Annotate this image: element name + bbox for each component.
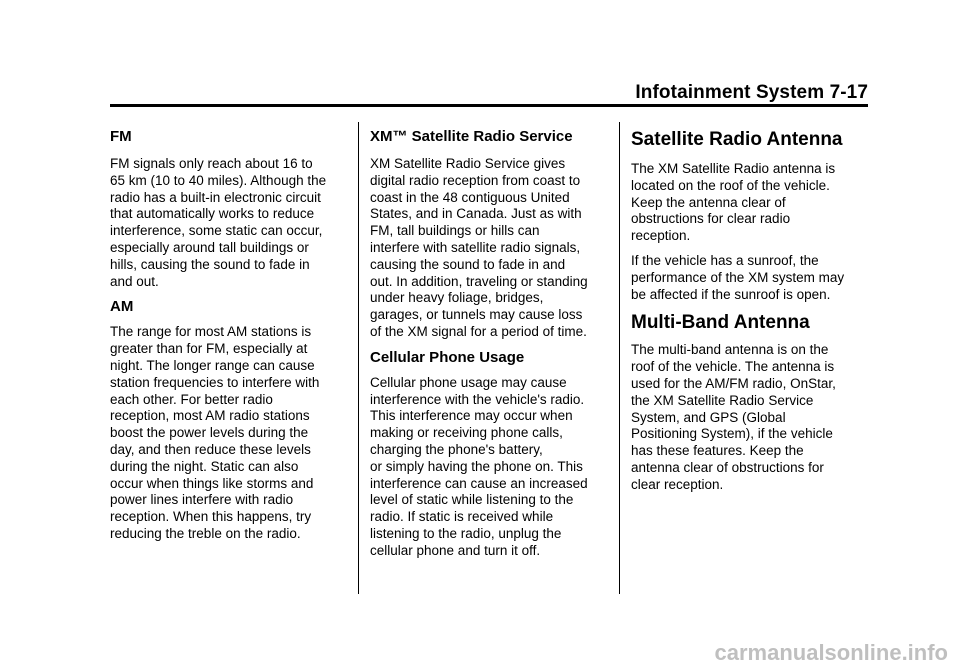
right-column <box>631 122 871 502</box>
left-column <box>110 122 355 551</box>
multi-band-antenna-heading: Multi-Band Antenna <box>631 312 810 334</box>
satellite-antenna-heading: Satellite Radio Antenna <box>631 129 843 150</box>
satellite-antenna-paragraph-1: The XM Satellite Radio antenna is located on the roof of the vehicle. Keep the antenna clear of obstructions for clear radio reception. <box>631 161 836 244</box>
middle-column <box>370 122 615 568</box>
cellular-heading: Cellular Phone Usage <box>370 348 525 366</box>
column-divider-left <box>358 122 359 594</box>
header-rule <box>110 104 868 107</box>
am-paragraph: The range for most AM stations is greater than for FM, especially at night. The longer range can cause station frequencies to interfere with each other. For better radio reception, most AM radio stations boost the power levels during the day, and then reduce these levels during the night. Static can also occur when things like storms and power lines interfere with radio reception. When this happens, try reducing the treble on the radio. <box>110 324 320 541</box>
fm-paragraph: FM signals only reach about 16 to 65 km (10 to 40 miles). Although the radio has a built-in electronic circuit that automatically works to reduce interference, some static can occur, especially around tall buildings or hills, causing the sound to fade in and out. <box>110 156 327 289</box>
watermark-text: carmanualsonline.info <box>714 640 948 665</box>
am-heading: AM <box>110 298 134 316</box>
cellular-paragraph: Cellular phone usage may cause interference with the vehicle's radio. This interference may occur when making or receiving phone calls, charging the phone's battery, or simply having the phone on. This interference can cause an increased level of static while listening to the radio. If static is received while listening to the radio, unplug the cellular phone and turn it off. <box>370 374 588 558</box>
fm-heading: FM <box>110 128 132 145</box>
xm-heading: XM™ Satellite Radio Service <box>370 128 573 145</box>
xm-paragraph: XM Satellite Radio Service gives digital radio reception from coast to coast in the 48 contiguous United States, and in Canada. Just as with FM, tall buildings or hills can interfere with satellite radio signals, causing the sound to fade in and out. In addition, traveling or standing under heavy foliage, bridges, garages, or tunnels may cause loss of the XM signal for a period of time. <box>370 156 588 339</box>
satellite-antenna-paragraph-2: If the vehicle has a sunroof, the performance of the XM system may be affected if the sunroof is open. <box>631 252 845 302</box>
column-divider-right <box>619 122 620 594</box>
multi-band-antenna-paragraph: The multi-band antenna is on the roof of the vehicle. The antenna is used for the AM/FM radio, OnStar, the XM Satellite Radio Service System, and GPS (Global Positioning System), if the vehicle has these features. Keep the antenna clear of obstructions for clear reception. <box>631 342 836 492</box>
page-header-title: Infotainment System 7-17 <box>635 82 868 103</box>
